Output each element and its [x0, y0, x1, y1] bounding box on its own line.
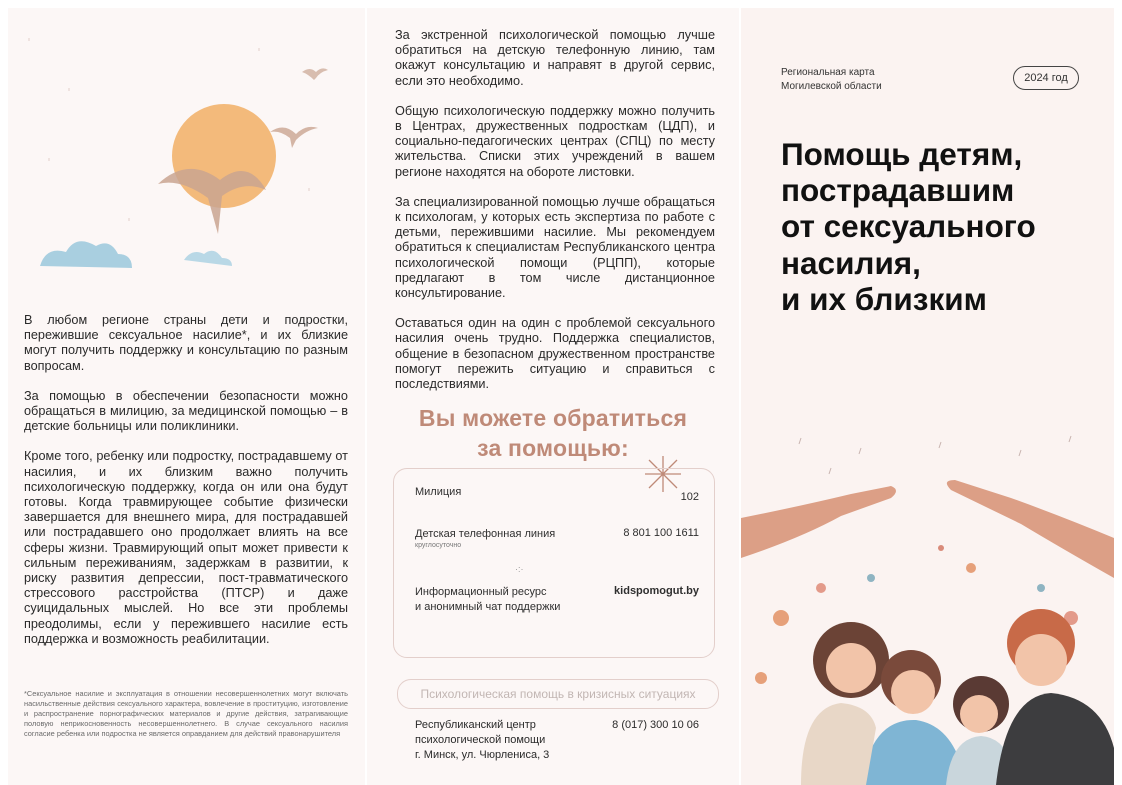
- title-line: Помощь детям,: [781, 136, 1023, 172]
- title-line: и их близким: [781, 280, 987, 317]
- region-label: [781, 66, 882, 93]
- contact-phone[interactable]: 8 801 100 1611: [623, 527, 699, 539]
- psych-support-paragraph: Кроме того, ребенку или подростку, пострадавшему от насилия, и их близким важно получить психологическую поддержку, когда он или она будут готовы. Когда травмирующее событие физически завершается для внешнего мира, для пострадавшей или пострадавшего оно продолжает влиять на все сферы жизни. Травмирующий опыт может привести к сильным переживаниям, задержкам в развитии, к риску развития депрессии, пост-травматического стрессового расстройства (ПТСР) и даже суицидальных мыслей. Но все эти проблемы преодолимы, если у пережившего насилие есть поддержка и возможность реабилитации.: [24, 449, 348, 646]
- title-line: пострадавшим: [781, 172, 1015, 209]
- specialized-paragraph: За специализированной помощью лучше обращаться к психологам, у которых есть экспертиза по работе с детьми, пережившими насилие. Мы рекомендуем обратиться к специалистам Республиканского центра психологической помощи (РЦПП), которые предлагают в том числе дистанционное консультирование.: [395, 194, 715, 301]
- cloud-icon: [40, 241, 132, 268]
- emergency-paragraph: За экстренной психологической помощью лучше обратиться на детскую телефонную линию, там окажут консультацию и направят в другой сервис, если это необходимо.: [395, 28, 715, 88]
- safety-paragraph: За помощью в обеспечении безопасности можно обращаться в милицию, за медицинской помощью – в детские больницы или поликлиники.: [24, 388, 348, 434]
- title-line: насилия,: [781, 244, 921, 281]
- father-shirt: [996, 693, 1114, 785]
- general-support-paragraph: Общую психологическую поддержку можно получить в Центрах, дружественных подросткам (ЦДП), и социально-педагогических центрах (СПЦ) по месту жительства. Списки этих учреждений в вашем регионе находятся на обороте листовки.: [395, 103, 715, 179]
- rain-drops: [799, 436, 1071, 474]
- crisis-help-pill: Психологическая помощь в кризисных ситуациях: [397, 679, 719, 709]
- cloud-small-icon: [184, 251, 232, 266]
- rcpp-contact: [415, 718, 705, 763]
- sky-illustration: [8, 8, 365, 298]
- mother-face: [826, 643, 876, 693]
- region-line2: Могилевской области: [781, 80, 882, 92]
- contact-label-2: и анонимный чат поддержки: [415, 601, 561, 613]
- contact-hours: круглосуточно: [415, 542, 462, 549]
- closing-paragraph: Оставаться один на один с проблемой сексуального насилия очень трудно. Поддержка специалистов, общение в безопасном дружественном пространстве помогут пережить ситуацию и справиться с последствиями.: [395, 316, 715, 392]
- contact-label: Детская телефонная линия: [415, 528, 556, 540]
- footnote: *Сексуальное насилие и эксплуатация в отношении несовершеннолетних могут включать насильственные действия сексуального характера, вовлечение в проституцию, изготовление и распространение порнографических материалов и другие действия, затрагивающие половую неприкосновенность несовершеннолетнего. В случае сексуального насилия согласие ребенка или подростка не является оправданием для действий правонарушителя: [24, 689, 348, 738]
- girl-face: [960, 695, 998, 733]
- cta-heading-line2: за помощью:: [477, 435, 629, 461]
- title-line: от сексуального: [781, 208, 1036, 245]
- cover-title: [781, 136, 1101, 317]
- rcpp-phone[interactable]: 8 (017) 300 10 06: [612, 719, 699, 731]
- region-line1: Региональная карта: [781, 67, 875, 78]
- contact-child-helpline: [415, 527, 705, 549]
- seagull-tiny-icon: [302, 68, 328, 80]
- year-badge: 2024 год: [1013, 66, 1079, 90]
- cta-heading-line1: Вы можете обратиться: [418, 405, 688, 431]
- rcpp-name-2: психологической помощи: [415, 734, 546, 746]
- family-illustration: [741, 428, 1114, 785]
- contact-phone[interactable]: 102: [680, 491, 699, 503]
- divider-dots: ·:·: [515, 564, 524, 574]
- intro-paragraph: В любом регионе страны дети и подростки, пережившие сексуальное насилие*, и их близкие могут получить поддержку и консультацию по разным вопросам.: [24, 313, 348, 373]
- cover-panel: [741, 8, 1114, 785]
- left-panel: [8, 8, 365, 785]
- father-face: [1015, 634, 1067, 686]
- middle-panel: [367, 8, 739, 785]
- contact-label: Информационный ресурс: [415, 586, 547, 598]
- mother-shirt: [801, 703, 876, 785]
- website-link[interactable]: kidspomogut.by: [614, 585, 699, 597]
- seagull-icon: [158, 169, 266, 234]
- contact-police: [415, 485, 705, 503]
- contact-label: Милиция: [415, 486, 462, 498]
- seagull-small-icon: [270, 127, 318, 148]
- left-hand-icon: [741, 486, 896, 558]
- boy-face: [891, 670, 935, 714]
- contact-online: [415, 585, 705, 615]
- rcpp-address: г. Минск, ул. Чюрлениса, 3: [415, 749, 550, 761]
- rcpp-name-1: Республиканский центр: [415, 719, 536, 731]
